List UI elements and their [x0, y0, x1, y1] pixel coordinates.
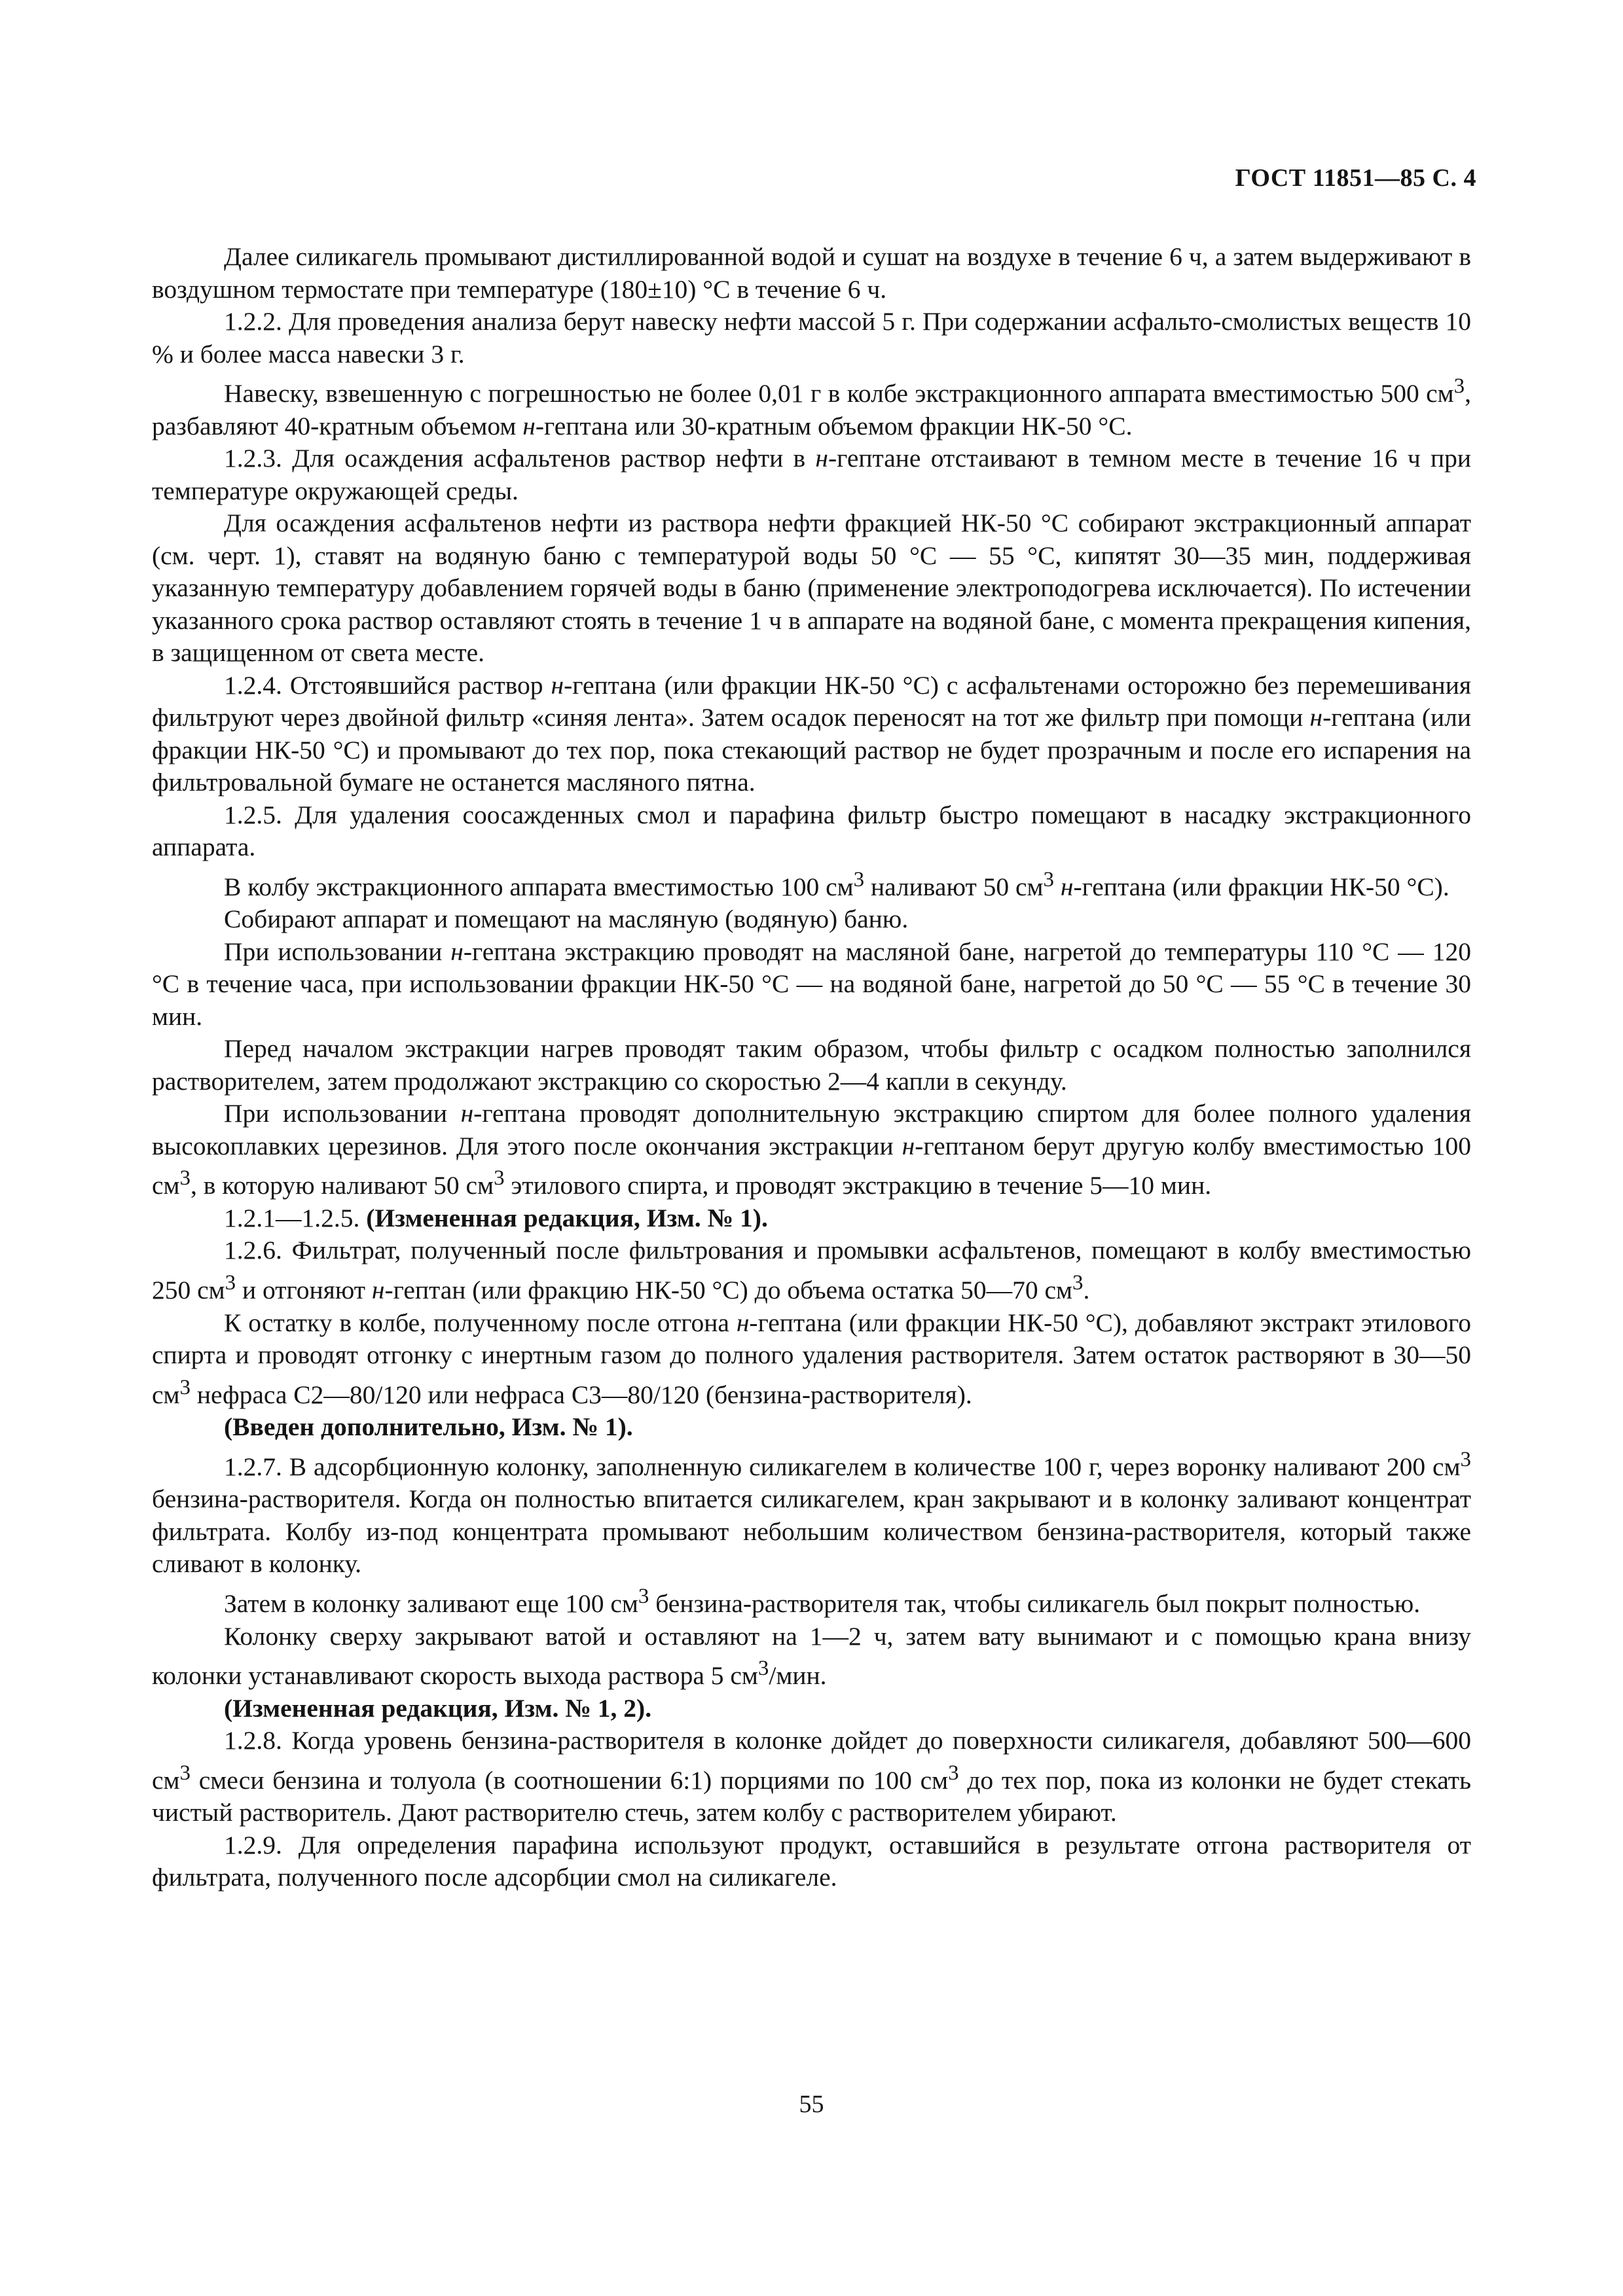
page-header: ГОСТ 11851—85 С. 4 [1235, 164, 1476, 192]
document-paragraph: 1.2.6. Фильтрат, полученный после фильтрования и промывки асфальтенов, помещают в колбу вместимостью 250 $см^3$ и отгоняют н-гептан (или фракцию НК-50 °С) до объема остатка 50—70 $см^3$. [152, 1236, 1471, 1305]
document-paragraph: 1.2.2. Для проведения анализа берут навеску нефти массой 5 г. При содержании асфальто-смолистых веществ 10 % и более масса навески 3 г. [152, 307, 1471, 368]
document-paragraph: К остатку в колбе, полученному после отгона н-гептана (или фракции НК-50 °С), добавляют экстракт этилового спирта и проводят отгонку с инертным газом до полного удаления растворителя. Затем остаток растворяют в 30—50 $см^3$ нефраса С2—80/120 или нефраса С3—80/120 (бензина-растворителя). [152, 1308, 1472, 1409]
document-body [152, 241, 1471, 1894]
document-paragraph: Навеску, взвешенную с погрешностью не более 0,01 г в колбе экстракционного аппарата вместимостью 500 $см^3$, разбавляют 40-кратным объемом н-гептана или 30-кратным объемом фракции НК-50 °С. [152, 374, 1471, 440]
document-paragraph: Далее силикагель промывают дистиллированной водой и сушат на воздухе в течение 6 ч, а затем выдерживают в воздушном термостате при температуре (180±10) °С в течение 6 ч. [152, 242, 1471, 304]
document-paragraph: Затем в колонку заливают еще 100 $см^3$ бензина-растворителя так, чтобы силикагель был покрыт полностью. [224, 1584, 1421, 1619]
document-paragraph: (Измененная редакция, Изм. № 1, 2). [224, 1693, 652, 1723]
document-paragraph: 1.2.1—1.2.5. (Измененная редакция, Изм. № 1). [224, 1203, 768, 1232]
document-paragraph: Собирают аппарат и помещают на масляную (водяную) баню. [224, 905, 909, 934]
document-paragraph: Перед началом экстракции нагрев проводят таким образом, чтобы фильтр с осадком полностью заполнился растворителем, затем продолжают экстракцию со скоростью 2—4 капли в секунду. [152, 1034, 1471, 1096]
document-paragraph: Колонку сверху закрывают ватой и оставляют на 1—2 ч, затем вату вынимают и с помощью крана внизу колонки устанавливают скорость выхода раствора 5 $см^3$/мин. [152, 1621, 1471, 1691]
document-paragraph: 1.2.5. Для удаления соосажденных смол и парафина фильтр быстро помещают в насадку экстракционного аппарата. [152, 800, 1471, 862]
document-paragraph: Для осаждения асфальтенов нефти из раствора нефти фракцией НК-50 °С собирают экстракционный аппарат (см. черт. 1), ставят на водяную баню с температурой воды 50 °С — 55 °С, кипятят 30—35 мин, поддерживая указанную температуру добавлением горячей воды в баню (применение электроподогрева исключается). По истечении указанного срока раствор оставляют стоять в течение 1 ч в аппарате на водяной бане, с момента прекращения кипения, в защищенном от света месте. [152, 509, 1471, 668]
document-paragraph: 1.2.4. Отстоявшийся раствор н-гептана (или фракции НК-50 °С) с асфальтенами осторожно без перемешивания фильтруют через двойной фильтр «синяя лента». Затем осадок переносят на тот же фильтр при помощи н-гептана (или фракции НК-50 °С) и промывают до тех пор, пока стекающий раствор не будет прозрачным и после его испарения на фильтровальной бумаге не останется масляного пятна. [152, 670, 1472, 797]
document-paragraph: 1.2.8. Когда уровень бензина-растворителя в колонке дойдет до поверхности силикагеля, добавляют 500—600 $см^3$ смеси бензина и толуола (в соотношении 6:1) порциями по 100 $см^3$ до тех пор, пока из колонки не будет стекать чистый растворитель. Дают растворителю стечь, затем колбу с растворителем убирают. [152, 1726, 1471, 1827]
page-number: 55 [799, 2090, 824, 2118]
document-paragraph: 1.2.3. Для осаждения асфальтенов раствор нефти в н-гептане отстаивают в темном месте в течение 16 ч при температуре окружающей среды. [152, 444, 1471, 505]
document-paragraph: В колбу экстракционного аппарата вместимостью 100 $см^3$ наливают 50 $см^3$ н-гептана (или фракции НК-50 °С). [224, 867, 1450, 901]
document-paragraph: При использовании н-гептана проводят дополнительную экстракцию спиртом для более полного удаления высокоплавких церезинов. Для этого после окончания экстракции н-гептаном берут другую колбу вместимостью 100 $см^3$, в которую наливают 50 $см^3$ этилового спирта, и проводят экстракцию в течение 5—10 мин. [152, 1099, 1471, 1200]
document-paragraph: При использовании н-гептана экстракцию проводят на масляной бане, нагретой до температуры 110 °С — 120 °С в течение часа, при использовании фракции НК-50 °С — на водяной бане, нагретой до 50 °С — 55 °С в течение 30 мин. [152, 937, 1471, 1031]
document-paragraph: 1.2.7. В адсорбционную колонку, заполненную силикагелем в количестве 100 г, через воронку наливают 200 $см^3$ бензина-растворителя. Когда он полностью впитается силикагелем, кран закрывают и в колонку заливают концентрат фильтрата. Колбу из-под концентрата промывают небольшим количеством бензина-растворителя, который также сливают в колонку. [152, 1447, 1471, 1579]
document-paragraph: 1.2.9. Для определения парафина используют продукт, оставшийся в результате отгона растворителя от фильтрата, полученного после адсорбции смол на силикагеле. [152, 1830, 1471, 1892]
document-paragraph: (Введен дополнительно, Изм. № 1). [224, 1412, 633, 1442]
